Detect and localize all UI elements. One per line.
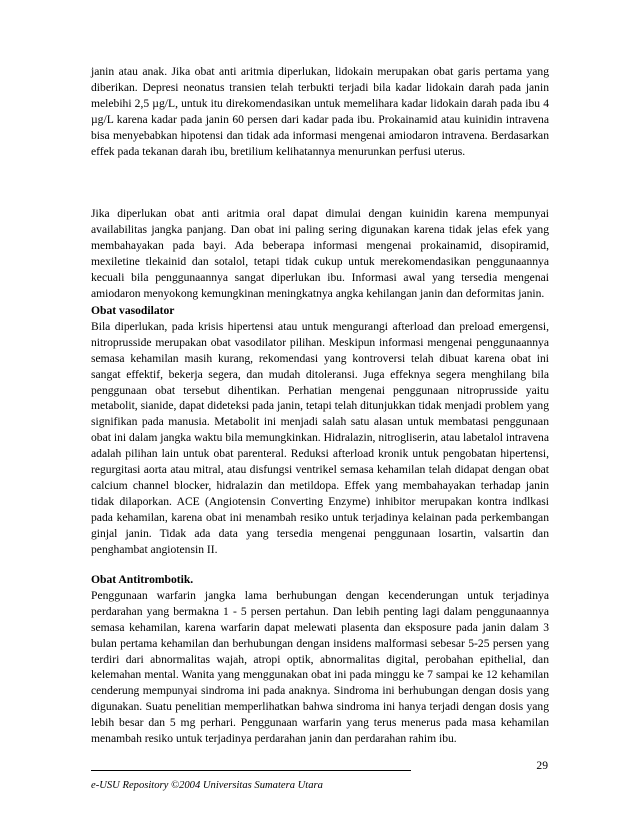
section-body-antitrombotik: Penggunaan warfarin jangka lama berhubungan dengan kecenderungan untuk terjadinya perdarahan yang bermakna 1 - 5 persen pertahun. Dan lebih penting lagi dalam penggunaannya semasa kehamilan, karena warfarin dapat melewati plasenta dan eksposure pada janin dalam 3 bulan pertama kehamilan dan berhubungan dengan insidens malformasi sebesar 5-25 persen yang terdiri dari abnormalitas wajah, atropi optik, abnormalitas digital, perobahan epithelial, dan kelemahan mental. Wanita yang menggunakan obat ini pada minggu ke 7 sampai ke 12 kehamilan cenderung mempunyai sindroma ini pada anaknya. Sindroma ini berhubungan dengan dosis yang digunakan. Suatu penelitian memperlihatkan bahwa sindroma ini hanya terjadi dengan dosis yang lebih besar dan 5 mg perhari. Penggunaan warfarin yang terus menerus pada masa kehamilan menambah resiko untuk terjadinya perdarahan janin dan perdarahan rahim ibu.	[91, 588, 549, 746]
paragraph-antiarrhythmia-iv: janin atau anak. Jika obat anti aritmia diperlukan, lidokain merupakan obat garis pertama yang diberikan. Depresi neonatus transien telah terbukti terjadi bila kadar lidokain darah pada janin melebihi 2,5 µg/L, untuk itu direkomendasikan untuk memelihara kadar lidokain darah pada ibu 4 µg/L karena kadar pada janin 60 persen dari kadar pada ibu. Prokainamid atau kuinidin intravena bisa menyebabkan hipotensi dan tidak ada informasi mengenai amiodaron intravena. Berdasarkan effek pada tekanan darah ibu, bretilium kelihatannya menurunkan perfusi uterus.	[91, 65, 549, 158]
section-body-vasodilator: Bila diperlukan, pada krisis hipertensi atau untuk mengurangi afterload dan preload emergensi, nitroprusside merupakan obat vasodilator pilihan. Meskipun informasi mengenai penggunaannya semasa kehamilan masih kurang, rekomendasi yang kontroversi telah dibuat karena obat ini sangat effektif, bekerja segera, dan mudah ditoleransi. Juga effeknya segera menghilang bila penggunaan obat tersebut dihentikan. Perhatian mengenai penggunaan nitroprusside yaitu metabolit, sianide, dapat dideteksi pada janin, tetapi telah ditunjukkan tidak menjadi problem yang signifikan pada manusia. Metabolit ini menjadi salah satu alasan untuk membatasi penggunaan obat ini dalam jangka waktu bila memungkinkan. Hidralazin, nitrogliserin, atau labetalol intravena adalah pilihan lain untuk obat parenteral. Reduksi afterload kronik untuk pengobatan hipertensi, regurgitasi aorta atau mitral, atau disfungsi ventrikel semasa kehamilan telah didapat dengan obat calcium channel blocker, hidralazin dan metildopa. Effek yang membahayakan terhadap janin tidak dilaporkan. ACE (Angiotensin Converting Enzyme) inhibitor merupakan kontra indlkasi pada kehamilan, karena obat ini menambah resiko untuk terjadinya kelainan pada perkembangan ginjal janin. Tidak ada data yang tersedia mengenai penggunaan losartin, valsartin dan penghambat angiotensin II.	[91, 319, 549, 556]
section-antitrombotik	[91, 572, 549, 747]
section-heading-antitrombotik: Obat Antitrombotik.	[91, 573, 194, 586]
footer-divider	[91, 770, 411, 771]
section-vasodilator	[91, 303, 549, 558]
section-heading-vasodilator: Obat vasodilator	[91, 304, 175, 317]
paragraph-antiarrhythmia-oral: Jika diperlukan obat anti aritmia oral dapat dimulai dengan kuinidin karena mempunyai availabilitas jangka panjang. Dan obat ini paling sering digunakan karena tidak jelas efek yang membahayakan pada bayi. Ada beberapa informasi mengenai prokainamid, disopiramid, mexiletine tlekainid dan sotalol, tetapi tidak cukup untuk merekomendasikan penggunaannya kecuali bila penggunaannya sangat diperlukan ibu. Informasi awal yang tersedia mengenai amiodaron menyokong kemungkinan meningkatnya angka kehilangan janin dan deformitas janin.	[91, 207, 549, 300]
footer-repository-credit: e-USU Repository ©2004 Universitas Sumatera Utara	[91, 780, 323, 791]
page-number: 29	[536, 759, 548, 772]
